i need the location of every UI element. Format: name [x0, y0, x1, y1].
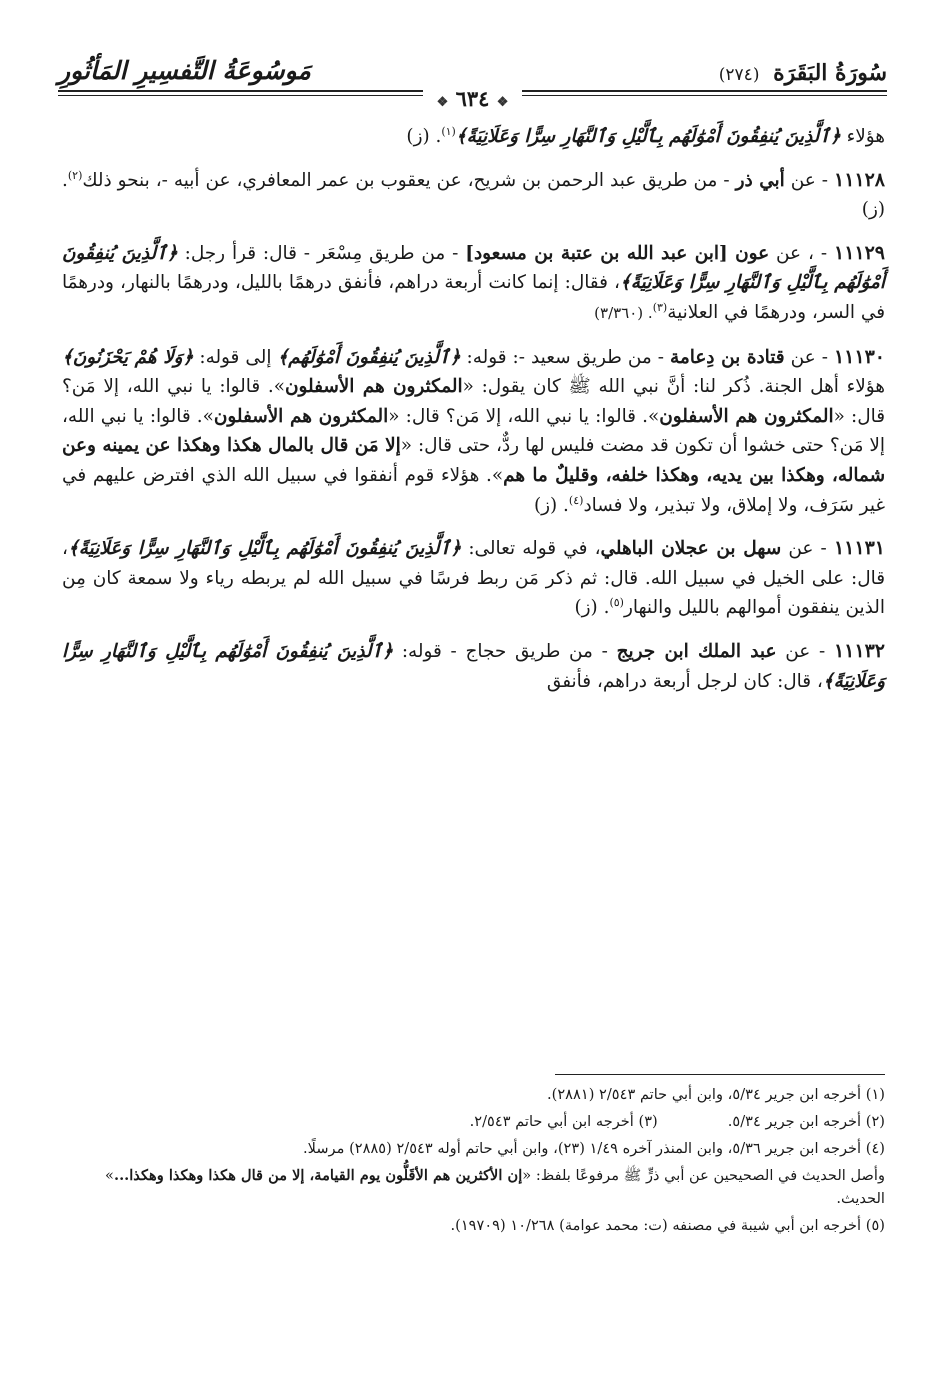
text: - من طريق مِسْعَر - قال: قرأ رجل:: [177, 242, 466, 264]
footnotes: [62, 1074, 885, 1241]
narration-number: ١١١٢٩: [833, 241, 886, 264]
text: إلى قوله:: [193, 346, 278, 368]
ornament-icon: ❖: [496, 95, 509, 110]
main-text: [62, 122, 885, 710]
page-number: [58, 86, 887, 111]
paragraph-11132: [62, 637, 885, 696]
narration-number: ١١١٣١: [833, 537, 885, 560]
narrator-name: قتادة بن دِعامة: [670, 346, 785, 368]
paragraph-11129: [62, 239, 885, 329]
text: - من طريق سعيد -: قوله:: [460, 346, 671, 368]
footnote-3: (٣) أخرجه ابن أبي حاتم ٢/٥٤٣.: [469, 1113, 658, 1130]
hadith-quote: المكثرون هم الأسفلون: [659, 405, 834, 427]
footnote-1: (١) أخرجه ابن جرير ٥/٣٤، وابن أبي حاتم ٢/٥٤٣ (٢٨٨١).: [546, 1086, 885, 1103]
text: ، قال: كان لرجل أربعة دراهم، فأنفق: [546, 670, 823, 692]
text: . (ز): [62, 169, 885, 221]
quran-verse: ﴿ٱلَّذِينَ يُنفِقُونَ أَمْوَٰلَهُم﴾: [277, 346, 461, 368]
paragraph-11130: [62, 343, 885, 521]
footnote-2: (٢) أخرجه ابن جرير ٥/٣٤.: [727, 1113, 885, 1130]
hadith-quote: المكثرون هم الأسفلون: [213, 405, 389, 427]
text: - عن: [776, 640, 834, 662]
footnote-ref: (٤): [568, 493, 584, 507]
narrator-name: عون [ابن عبد الله بن عتبة بن مسعود]: [465, 242, 770, 264]
paragraph-11131: [62, 534, 885, 623]
ornament-icon: ❖: [436, 95, 449, 110]
text: . (ز): [406, 126, 442, 147]
text: » الحديث.: [105, 1167, 885, 1207]
text: - عن: [784, 169, 834, 191]
footnote-divider: [555, 1074, 885, 1075]
footnote-ref: (٢): [67, 168, 83, 182]
text: - من طريق عبد الرحمن بن شريح، عن يعقوب بن عمر المعافري، عن أبيه -، بنحو ذلك: [82, 169, 736, 191]
narrator-name: سهل بن عجلان الباهلي: [600, 538, 782, 560]
text: ، فقال: إنما كانت أربعة دراهم، فأنفق درهمًا بالليل، ودرهمًا بالنهار، ودرهمًا في السر، ودرهمًا في العلانية: [62, 272, 885, 323]
quran-verse: ﴿وَلَا هُمْ يَحْزَنُونَ﴾: [62, 346, 194, 368]
ayah-number: (٢٧٤): [718, 65, 760, 85]
page-header: [58, 52, 887, 111]
narrator-name: أبي ذر: [735, 169, 785, 191]
footnote-ref: (٥): [609, 596, 624, 610]
text: هؤلاء: [846, 126, 885, 147]
quran-verse: ﴿ٱلَّذِينَ يُنفِقُونَ أَمْوَٰلَهُم بِٱلَّيْلِ وَٱلنَّهَارِ سِرًّا وَعَلَانِيَةً﴾: [62, 242, 885, 294]
text: ». قالوا: يا نبي الله، إلا مَن؟ قال: «: [388, 405, 660, 427]
quran-verse: ﴿ٱلَّذِينَ يُنفِقُونَ أَمْوَٰلَهُم بِٱلَّيْلِ وَٱلنَّهَارِ سِرًّا وَعَلَانِيَةً﴾: [62, 640, 885, 692]
text: . (ز): [574, 597, 610, 619]
text: وأصل الحديث في الصحيحين عن أبي ذرٍّ ﷺ مرفوعًا بلفظ: «: [522, 1167, 885, 1184]
narration-number: ١١١٢٨: [833, 168, 886, 191]
text: - ، عن: [769, 242, 834, 264]
footnote-4-extra: [62, 1164, 885, 1210]
text: ». قالوا: يا نبي الله، إلا مَن؟ قال: «: [62, 376, 885, 427]
footnote-4: (٤) أخرجه ابن جرير ٥/٣٦، وابن المنذر آخره ١/٤٩ (٢٣)، وابن أبي حاتم أوله ٢/٥٤٣ (٢٨٨٥) مرسلًا.: [302, 1140, 885, 1157]
narration-number: ١١١٣٢: [833, 639, 885, 662]
quran-verse: ﴿ٱلَّذِينَ يُنفِقُونَ أَمْوَٰلَهُم بِٱلَّيْلِ وَٱلنَّهَارِ سِرًّا وَعَلَانِيَةً﴾: [455, 126, 841, 147]
text: ، في قوله تعالى:: [461, 538, 601, 560]
footnote-5: (٥) أخرجه ابن أبي شيبة في مصنفه (ت: محمد عوامة) ١٠/٢٦٨ (١٩٧٠٩).: [450, 1217, 885, 1234]
surah-name: سُورَةُ البَقَرَة: [773, 60, 887, 86]
hadith-quote: المكثرون هم الأسفلون: [285, 376, 463, 398]
footnote-ref: (١): [441, 124, 456, 138]
narrator-name: عبد الملك ابن جريج: [616, 640, 777, 662]
text: - من طريق حجاج - قوله:: [393, 640, 617, 662]
text: . (ز): [533, 494, 569, 516]
page-number-text: ٦٣٤: [455, 86, 490, 111]
text: - عن: [784, 346, 834, 368]
footnote-row: [62, 1110, 885, 1133]
text: - عن: [781, 538, 834, 560]
text: ». هؤلاء قوم أنفقوا في سبيل الله الذي افترض عليهم في غير سَرَف، ولا إملاق، ولا تبذير، ولا فساد: [62, 464, 885, 516]
paragraph-11128: [62, 166, 885, 225]
book-title: مَوسُوعَةُ التَّفسِيرِ المَأثُورِ: [58, 56, 311, 85]
hadith-quote: إلا مَن قال بالمال هكذا وهكذا عن يمينه وعن شماله، وهكذا بين يديه، وهكذا خلفه، وقليلٌ ما هم: [62, 435, 885, 486]
narration-number: ١١١٣٠: [833, 345, 885, 368]
footnote-ref: (٣): [652, 300, 668, 314]
text: ، قال: على الخيل في سبيل الله. قال: ثم ذكر مَن ربط فرسًا في سبيل الله لم يربطه رياء ولا سمعة كان مِن الذين ينفقون أموالهم بالليل والنهار: [62, 538, 885, 619]
text: هؤلاء أهل الجنة. ذُكر لنا: أنَّ نبي الله ﷺ كان يقول: «: [462, 376, 885, 398]
volume-ref: . (٣/٣٦٠): [594, 303, 653, 322]
paragraph-intro: [62, 122, 885, 152]
surah-title: [719, 60, 887, 86]
quran-verse: ﴿ٱلَّذِينَ يُنفِقُونَ أَمْوَٰلَهُم بِٱلَّيْلِ وَٱلنَّهَارِ سِرًّا وَعَلَانِيَةً﴾: [67, 538, 462, 560]
hadith-quote: إن الأكثرين هم الأقَلُّون يوم القيامة، إلا من قال هكذا وهكذا وهكذا...: [113, 1167, 523, 1184]
text: ». قالوا: يا نبي الله، إلا مَن؟ حتى خشوا أن تكون قد مضت فليس لها ردٌّ، حتى قال: «: [62, 405, 885, 457]
